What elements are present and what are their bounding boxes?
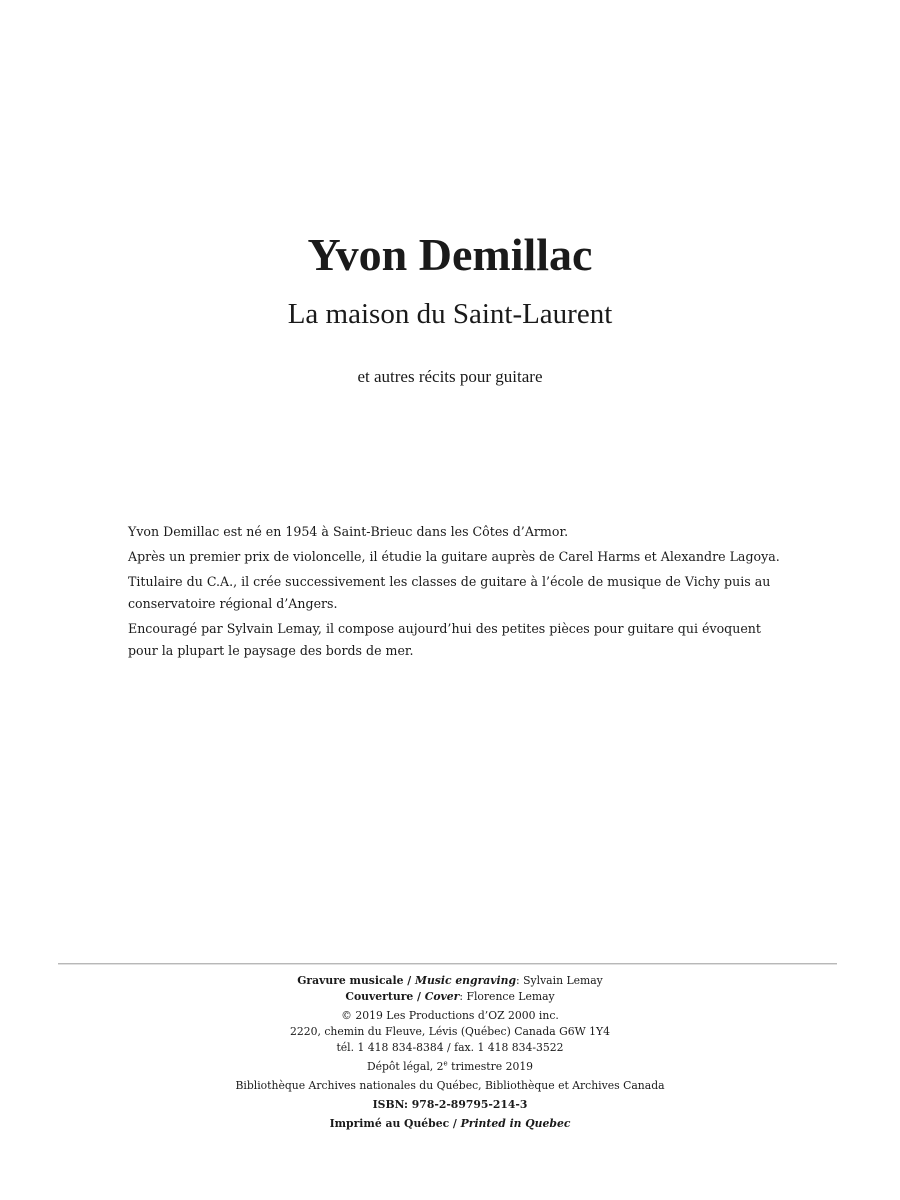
bio-paragraph: Encouragé par Sylvain Lemay, il compose aujourd’hui des petites pièces pour guitare qui évoquent pour la plupart le paysage des bords de mer. xyxy=(128,621,761,658)
legal-deposit-prefix: Dépôt légal, 2 xyxy=(366,1060,444,1073)
bio-paragraph: Yvon Demillac est né en 1954 à Saint-Brieuc dans les Côtes d’Armor. xyxy=(128,524,569,539)
engraving-label-fr: Gravure musicale xyxy=(297,974,404,987)
publisher-phone: tél. 1 418 834-8384 / fax. 1 418 834-3522 xyxy=(336,1041,564,1054)
book-subtitle: et autres récits pour guitare xyxy=(357,367,543,386)
printed-fr: Imprimé au Québec xyxy=(329,1117,450,1130)
engraving-value: Sylvain Lemay xyxy=(523,974,603,987)
colophon xyxy=(0,973,900,1132)
cover-label-en: Cover xyxy=(424,990,460,1003)
legal-deposit-suffix: trimestre 2019 xyxy=(447,1060,534,1073)
bio-paragraph: Après un premier prix de violoncelle, il étudie la guitare auprès de Carel Harms et Alexandre Lagoya. xyxy=(128,549,780,564)
cover-label-fr: Couverture xyxy=(345,990,414,1003)
isbn-value: ISBN: 978-2-89795-214-3 xyxy=(372,1098,528,1111)
legal-deposit xyxy=(0,1059,900,1075)
divider xyxy=(58,963,837,965)
engraving-label-en: Music engraving xyxy=(415,974,517,987)
engraving-credit: Gravure musicale / Music engraving: Sylvain Lemay xyxy=(297,974,603,987)
isbn xyxy=(0,1097,900,1113)
publisher-address: 2220, chemin du Fleuve, Lévis (Québec) Canada G6W 1Y4 xyxy=(290,1025,610,1038)
printed-in: Imprimé au Québec / Printed in Quebec xyxy=(329,1117,571,1130)
book-title: La maison du Saint-Laurent xyxy=(287,298,613,330)
printed-en: Printed in Quebec xyxy=(460,1117,571,1130)
copyright: © 2019 Les Productions d’OZ 2000 inc. xyxy=(341,1009,559,1022)
legal-deposit-sup: e xyxy=(443,1059,448,1068)
cover-value: Florence Lemay xyxy=(466,990,555,1003)
bio-paragraph: Titulaire du C.A., il crée successivement les classes de guitare à l’école de musique de Vichy puis au conservatoire régional d’Angers. xyxy=(128,574,771,611)
biography xyxy=(128,521,788,665)
author-name: Yvon Demillac xyxy=(307,229,593,280)
cover-credit: Couverture / Cover: Florence Lemay xyxy=(345,990,555,1003)
libraries: Bibliothèque Archives nationales du Québec, Bibliothèque et Archives Canada xyxy=(235,1079,665,1092)
